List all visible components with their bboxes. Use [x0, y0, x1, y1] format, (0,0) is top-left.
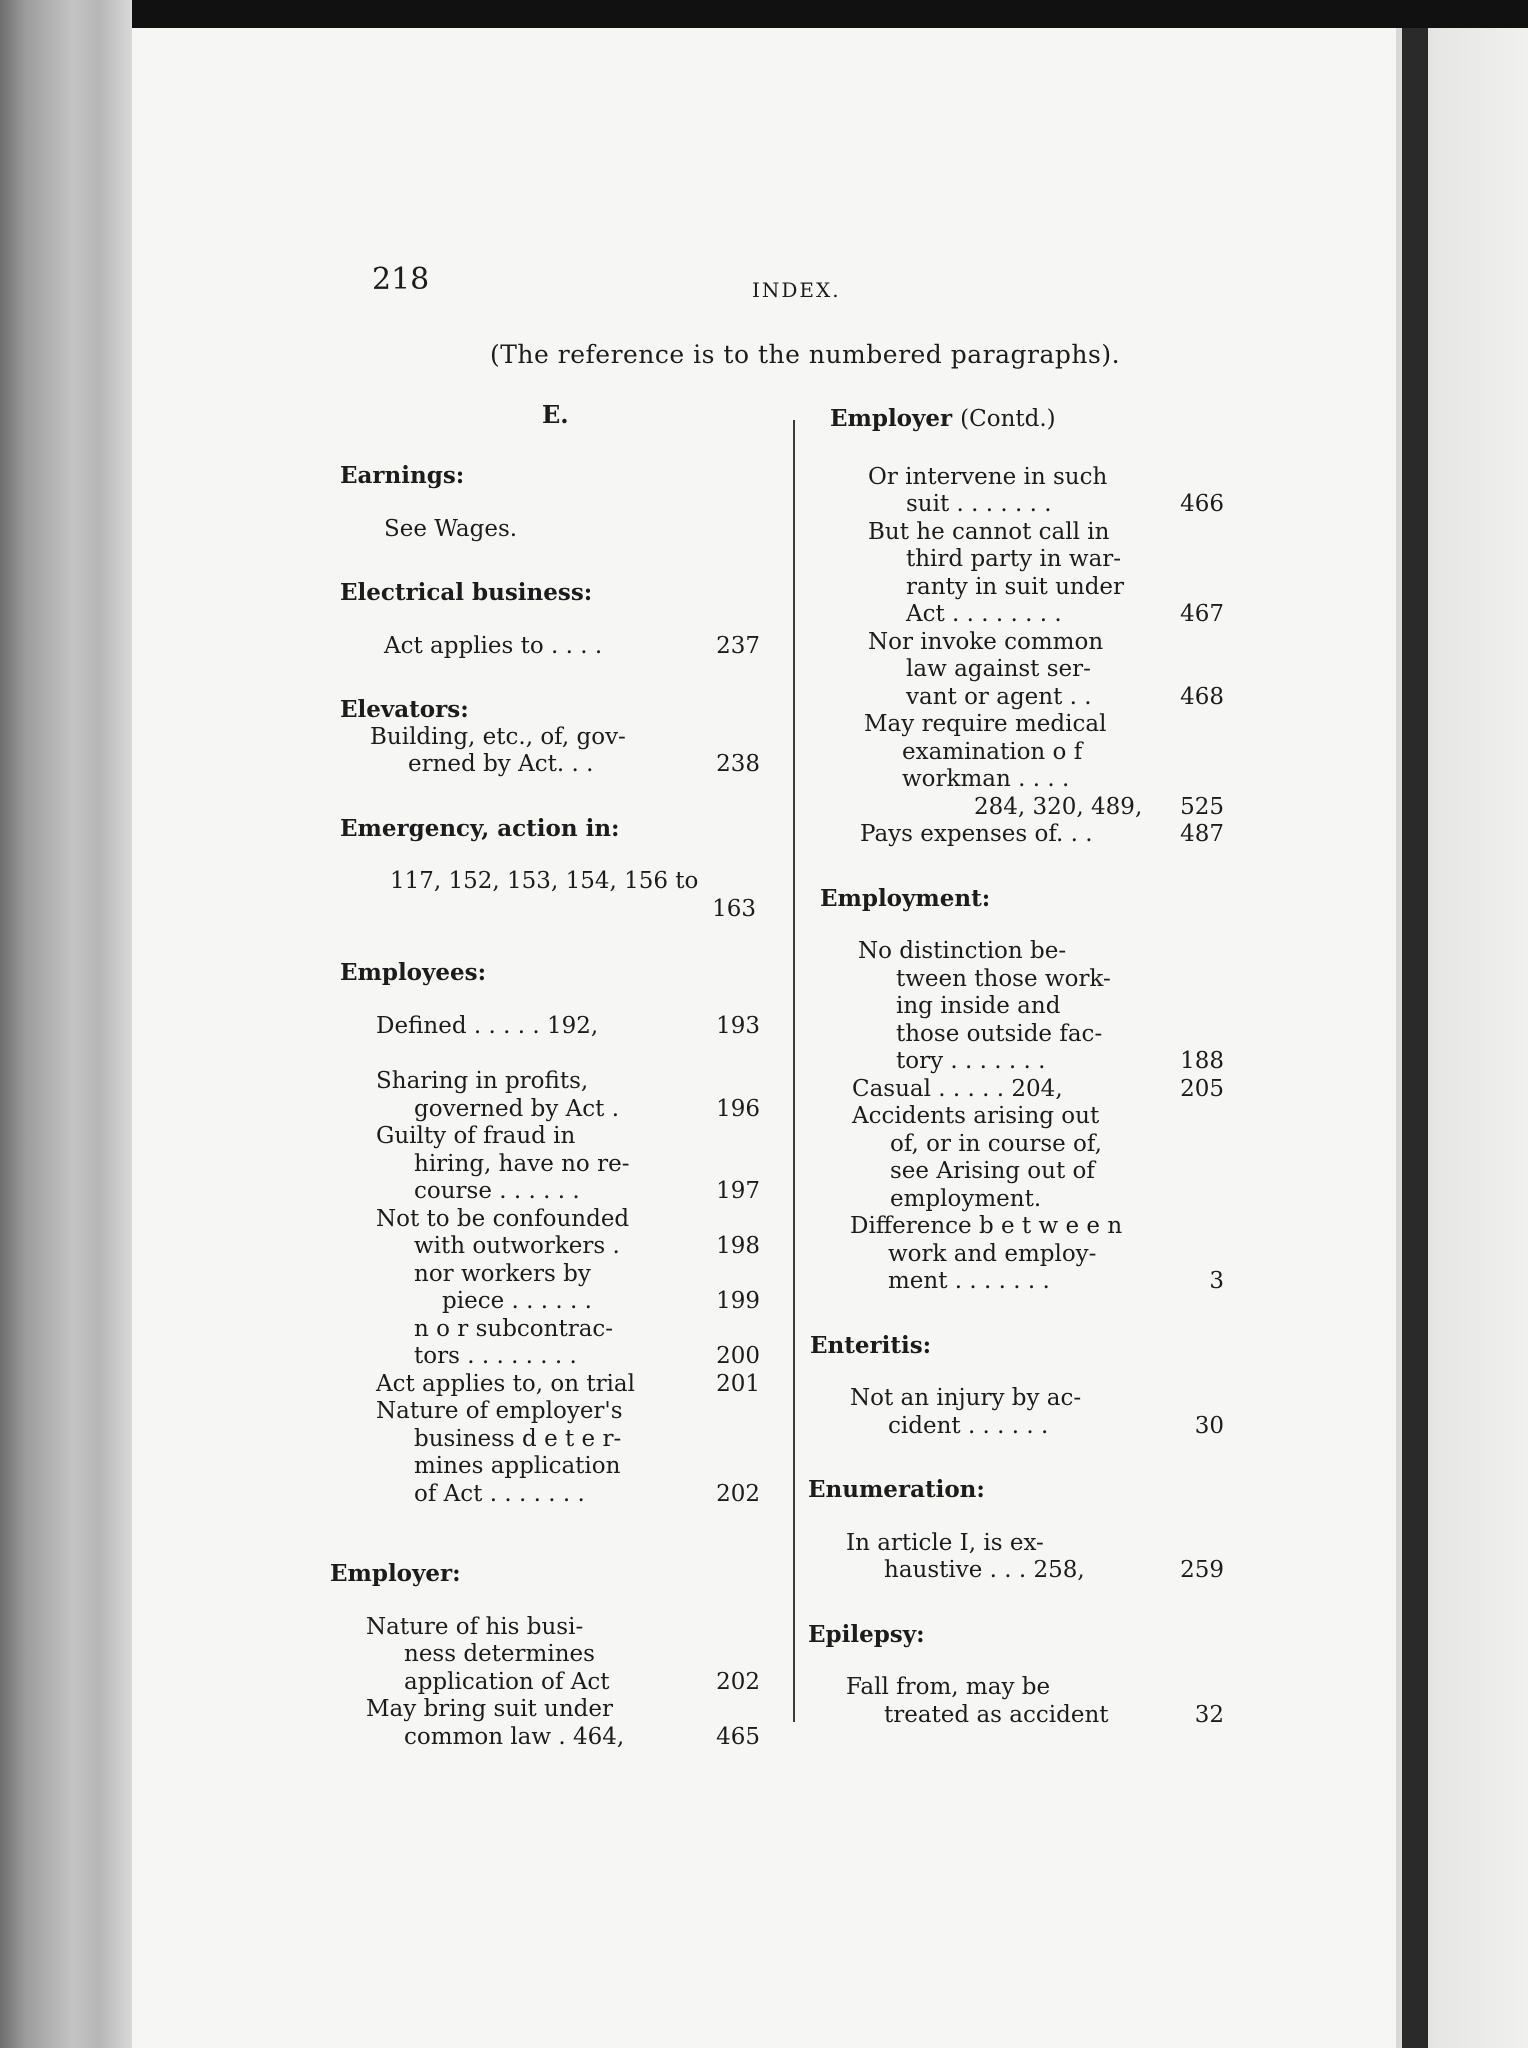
entry-text: law against ser- — [906, 656, 1091, 682]
entry-text: Nature of employer's — [376, 1398, 623, 1424]
entry-text: Defined . . . . . 192, — [376, 1012, 599, 1039]
entry-text: Guilty of fraud in — [376, 1123, 576, 1149]
entry-text: No distinction be- — [858, 938, 1067, 964]
index-heading: Employment: — [820, 884, 991, 912]
index-entry — [414, 1316, 760, 1371]
entry-text: ranty in suit under — [906, 573, 1125, 600]
entry-text: Or intervene in such — [868, 463, 1108, 490]
entry-text: Nor invoke common — [868, 628, 1104, 655]
index-entry — [390, 868, 760, 923]
left-column — [330, 462, 760, 1751]
paragraph-number: 259 — [1180, 1557, 1224, 1583]
entry-text: mines application — [414, 1453, 621, 1479]
index-heading — [830, 405, 1224, 434]
index-heading: Employer: — [330, 1560, 461, 1587]
index-entry — [376, 1206, 760, 1261]
entry-text: Act . . . . . . . . — [906, 601, 1062, 627]
paragraph-number: 201 — [716, 1370, 760, 1397]
entry-text: course . . . . . . — [414, 1178, 580, 1204]
index-entry — [868, 629, 1224, 712]
index-entry — [846, 1530, 1224, 1585]
entry-text: tween those work- — [896, 965, 1111, 992]
entry-text: In article I, is ex- — [846, 1529, 1044, 1556]
running-head: INDEX. — [752, 278, 841, 302]
entry-text: of Act . . . . . . . — [414, 1480, 585, 1507]
paragraph-number: 202 — [716, 1668, 760, 1695]
entry-text: ing inside and — [896, 993, 1061, 1019]
entry-text: cident . . . . . . — [888, 1412, 1049, 1439]
page-number: 218 — [372, 262, 430, 297]
paragraph-number: 193 — [716, 1012, 760, 1039]
paragraph-number: 202 — [716, 1480, 760, 1507]
entry-text: Sharing in profits, — [376, 1068, 589, 1094]
index-heading: Earnings: — [340, 462, 465, 489]
paragraph-number: 466 — [1180, 491, 1224, 517]
entry-text: application of Act — [404, 1668, 610, 1695]
index-heading: Employees: — [340, 959, 487, 986]
entry-text: see Arising out of — [890, 1158, 1095, 1184]
paragraph-number: 200 — [716, 1343, 760, 1369]
paragraph-number: 465 — [716, 1723, 760, 1750]
index-entry — [850, 1385, 1224, 1440]
entry-text: Accidents arising out — [852, 1103, 1100, 1129]
entry-text: with outworkers . — [414, 1233, 620, 1259]
index-entry — [366, 1614, 760, 1697]
facing-page-edge — [1396, 28, 1528, 2048]
paragraph-number: 237 — [716, 632, 760, 659]
entry-text: n o r subcontrac- — [414, 1315, 614, 1342]
index-heading: Enumeration: — [808, 1476, 985, 1503]
heading-text: Employer — [830, 405, 953, 432]
index-entry — [384, 633, 760, 661]
index-entry — [852, 1103, 1224, 1213]
paragraph-number: 30 — [1194, 1412, 1224, 1439]
index-heading: Elevators: — [340, 696, 469, 723]
entry-text: Building, etc., of, gov- — [370, 723, 626, 750]
index-entry — [376, 1123, 760, 1206]
paragraph-number: 196 — [716, 1095, 760, 1122]
entry-text: But he cannot call in — [868, 518, 1110, 545]
paragraph-number: 238 — [716, 751, 760, 777]
index-heading: Emergency, action in: — [340, 814, 620, 842]
entry-text: those outside fac- — [896, 1020, 1103, 1047]
entry-text: Not an injury by ac- — [850, 1385, 1082, 1411]
entry-text: tory . . . . . . . — [896, 1048, 1046, 1074]
paragraph-number: 199 — [716, 1288, 760, 1314]
entry-text: nor workers by — [414, 1260, 591, 1287]
cross-reference: See Wages. — [384, 515, 518, 542]
entry-text: haustive . . . 258, — [884, 1557, 1085, 1583]
paragraph-number: 197 — [716, 1178, 760, 1204]
book-page-edges — [0, 0, 132, 2048]
entry-text: suit . . . . . . . — [906, 491, 1052, 517]
entry-text: Casual . . . . . 204, — [852, 1075, 1063, 1102]
paragraph-number: 163 — [712, 895, 756, 922]
entry-text: examination o f — [902, 738, 1083, 765]
entry-text: ness determines — [404, 1641, 595, 1667]
paragraph-number: 487 — [1180, 821, 1224, 847]
index-entry — [852, 1076, 1224, 1104]
index-entry — [366, 1696, 760, 1751]
entry-text: piece . . . . . . — [442, 1288, 592, 1314]
entry-text: May bring suit under — [366, 1696, 613, 1722]
index-entry — [860, 821, 1224, 849]
index-heading: Enteritis: — [810, 1331, 932, 1359]
entry-text: May require medical — [864, 711, 1107, 737]
entry-text: Pays expenses of. . . — [860, 821, 1093, 847]
entry-text: vant or agent . . — [906, 683, 1092, 710]
entry-text: business d e t e r- — [414, 1425, 622, 1452]
entry-text: Act applies to . . . . — [384, 632, 603, 659]
entry-text: tors . . . . . . . . — [414, 1343, 577, 1369]
index-heading: Electrical business: — [340, 579, 593, 606]
paragraph-number: 467 — [1180, 601, 1224, 627]
index-entry — [864, 711, 1224, 821]
scan-top-border — [0, 0, 1528, 28]
index-entry — [376, 1398, 760, 1508]
index-entry — [370, 724, 760, 779]
entry-text: Not to be confounded — [376, 1205, 630, 1232]
entry-text: ment . . . . . . . — [888, 1268, 1050, 1294]
entry-text: treated as accident — [884, 1701, 1109, 1728]
entry-text: hiring, have no re- — [414, 1150, 630, 1177]
entry-text: erned by Act. . . — [408, 751, 594, 777]
paragraph-number: 198 — [716, 1233, 760, 1259]
entry-text: Nature of his busi- — [366, 1613, 584, 1640]
index-heading: Epilepsy: — [808, 1620, 925, 1648]
paragraph-number: 205 — [1180, 1075, 1224, 1102]
index-entry — [850, 1213, 1224, 1296]
column-divider — [793, 420, 795, 1722]
index-entry — [868, 464, 1224, 519]
entry-text: work and employ- — [888, 1240, 1097, 1267]
paragraph-number: 525 — [1180, 793, 1224, 820]
entry-text: Difference b e t w e e n — [850, 1213, 1123, 1239]
paragraph-number: 188 — [1180, 1048, 1224, 1074]
entry-text: Act applies to, on trial — [376, 1370, 635, 1397]
entry-text: 284, 320, 489, — [974, 793, 1143, 820]
entry-text: workman . . . . — [902, 766, 1070, 792]
reference-note: (The reference is to the numbered paragraphs). — [490, 340, 1121, 369]
entry-text: 117, 152, 153, 154, 156 to — [390, 868, 699, 894]
entry-text: of, or in course of, — [890, 1130, 1102, 1157]
index-entry — [868, 519, 1224, 629]
entry-text: employment. — [890, 1185, 1042, 1212]
paragraph-number: 3 — [1209, 1268, 1224, 1294]
paragraph-number: 468 — [1180, 683, 1224, 710]
binding-gutter — [1402, 28, 1428, 2048]
entry-text: third party in war- — [906, 546, 1122, 572]
index-entry — [414, 1261, 760, 1316]
entry-text: governed by Act . — [414, 1095, 620, 1122]
section-letter: E. — [542, 400, 569, 429]
entry-text: Fall from, may be — [846, 1674, 1051, 1700]
index-entry — [858, 938, 1224, 1076]
paragraph-number: 32 — [1194, 1701, 1224, 1728]
right-column — [808, 405, 1224, 1729]
index-entry — [376, 1371, 760, 1399]
heading-continued: (Contd.) — [960, 406, 1056, 432]
index-entry — [376, 1013, 760, 1041]
entry-text: common law . 464, — [404, 1723, 625, 1750]
index-entry — [846, 1674, 1224, 1729]
index-entry — [376, 1068, 760, 1123]
